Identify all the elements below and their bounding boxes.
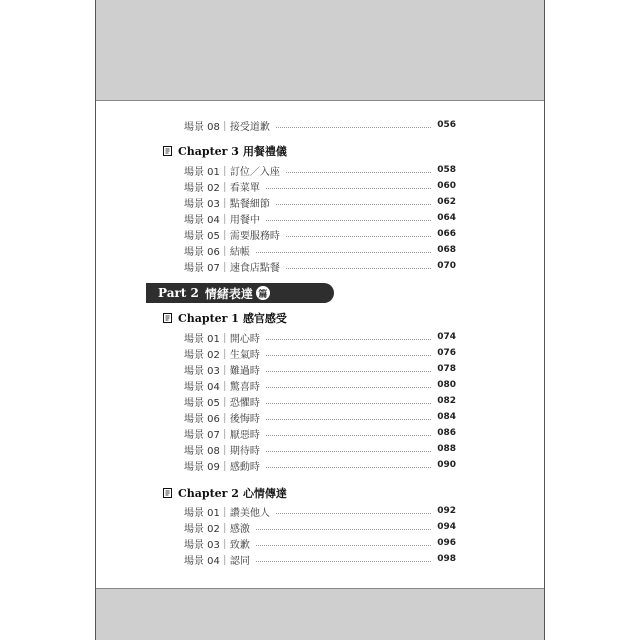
entry-label: 場景 02｜看菜單 [184, 182, 260, 194]
dot-leader [276, 204, 431, 205]
chapter-heading-1 [162, 310, 287, 326]
top-gray-band [96, 0, 544, 101]
part-badge: 篇 [256, 286, 270, 300]
entry-label: 場景 04｜驚喜時 [184, 381, 260, 393]
toc-entry[interactable] [184, 195, 456, 209]
chapter-title: 用餐禮儀 [242, 145, 287, 158]
entry-label: 場景 03｜難過時 [184, 365, 260, 377]
entry-label: 場景 02｜感激 [184, 523, 250, 535]
dot-leader [266, 387, 431, 388]
toc-entry[interactable] [184, 520, 456, 534]
entry-page: 060 [437, 181, 456, 191]
dot-leader [266, 220, 431, 221]
dot-leader [256, 252, 431, 253]
part-banner [146, 283, 334, 303]
dot-leader [286, 268, 431, 269]
book-icon [162, 312, 174, 324]
entry-label: 場景 02｜生氣時 [184, 349, 260, 361]
toc-entry[interactable] [184, 179, 456, 193]
dot-leader [266, 355, 431, 356]
toc-entry[interactable] [184, 362, 456, 376]
entry-page: 080 [437, 380, 456, 390]
entry-label: 場景 01｜開心時 [184, 333, 260, 345]
toc-entry[interactable] [184, 330, 456, 344]
toc-entry[interactable] [184, 458, 456, 472]
entry-label: 場景 01｜訂位／入座 [184, 166, 280, 178]
dot-leader [266, 467, 431, 468]
entry-label: 場景 07｜速食店點餐 [184, 262, 280, 274]
dot-leader [266, 188, 431, 189]
entry-label: 場景 01｜讚美他人 [184, 507, 270, 519]
chapter-heading-3 [162, 143, 287, 159]
dot-leader [286, 172, 431, 173]
toc-entry[interactable] [184, 378, 456, 392]
entry-page: 094 [437, 522, 456, 532]
entry-page: 066 [437, 229, 456, 239]
dot-leader [266, 451, 431, 452]
dot-leader [266, 403, 431, 404]
entry-page: 088 [437, 444, 456, 454]
chapter-number: Chapter 2 [178, 486, 239, 500]
book-icon [162, 145, 174, 157]
entry-page: 090 [437, 460, 456, 470]
entry-page: 062 [437, 197, 456, 207]
chapter-number: Chapter 1 [178, 311, 239, 325]
dot-leader [276, 127, 431, 128]
entry-page: 076 [437, 348, 456, 358]
entry-label: 場景 08｜期待時 [184, 445, 260, 457]
entry-page: 074 [437, 332, 456, 342]
toc-entry[interactable] [184, 410, 456, 424]
dot-leader [276, 513, 431, 514]
toc-entry[interactable] [184, 211, 456, 225]
entry-label: 場景 06｜結帳 [184, 246, 250, 258]
entry-page: 058 [437, 165, 456, 175]
toc-entry[interactable] [184, 442, 456, 456]
entry-page: 084 [437, 412, 456, 422]
toc-entry[interactable] [184, 504, 456, 518]
dot-leader [266, 419, 431, 420]
entry-page: 086 [437, 428, 456, 438]
dot-leader [266, 371, 431, 372]
dot-leader [266, 339, 431, 340]
entry-label: 場景 03｜致歉 [184, 539, 250, 551]
part-number: Part 2 [158, 286, 199, 300]
toc-page [95, 0, 545, 640]
entry-page: 096 [437, 538, 456, 548]
entry-page: 082 [437, 396, 456, 406]
entry-label: 場景 05｜恐懼時 [184, 397, 260, 409]
toc-entry[interactable] [184, 227, 456, 241]
entry-page: 092 [437, 506, 456, 516]
dot-leader [266, 435, 431, 436]
dot-leader [256, 561, 431, 562]
toc-entry[interactable] [184, 243, 456, 257]
entry-page: 098 [437, 554, 456, 564]
toc-entry[interactable] [184, 118, 456, 132]
entry-label: 場景 04｜用餐中 [184, 214, 260, 226]
chapter-title: 感官感受 [242, 312, 287, 325]
entry-label: 場景 05｜需要服務時 [184, 230, 280, 242]
book-icon [162, 487, 174, 499]
part-title: 情緒表達 [204, 286, 253, 301]
entry-page: 068 [437, 245, 456, 255]
chapter-heading-2 [162, 485, 287, 501]
toc-entry[interactable] [184, 552, 456, 566]
dot-leader [256, 545, 431, 546]
chapter-title: 心情傳達 [242, 487, 287, 500]
bottom-gray-band [96, 588, 544, 640]
entry-label: 場景 03｜點餐細節 [184, 198, 270, 210]
entry-page: 078 [437, 364, 456, 374]
toc-entry[interactable] [184, 163, 456, 177]
toc-entry[interactable] [184, 426, 456, 440]
entry-label: 場景 07｜厭惡時 [184, 429, 260, 441]
entry-label: 場景 08｜接受道歉 [184, 121, 270, 133]
chapter-number: Chapter 3 [178, 144, 239, 158]
entry-page: 056 [437, 120, 456, 130]
entry-label: 場景 09｜感動時 [184, 461, 260, 473]
toc-entry[interactable] [184, 346, 456, 360]
toc-entry[interactable] [184, 394, 456, 408]
dot-leader [256, 529, 431, 530]
toc-entry[interactable] [184, 536, 456, 550]
entry-page: 064 [437, 213, 456, 223]
toc-entry[interactable] [184, 259, 456, 273]
entry-page: 070 [437, 261, 456, 271]
entry-label: 場景 04｜認同 [184, 555, 250, 567]
dot-leader [286, 236, 431, 237]
entry-label: 場景 06｜後悔時 [184, 413, 260, 425]
